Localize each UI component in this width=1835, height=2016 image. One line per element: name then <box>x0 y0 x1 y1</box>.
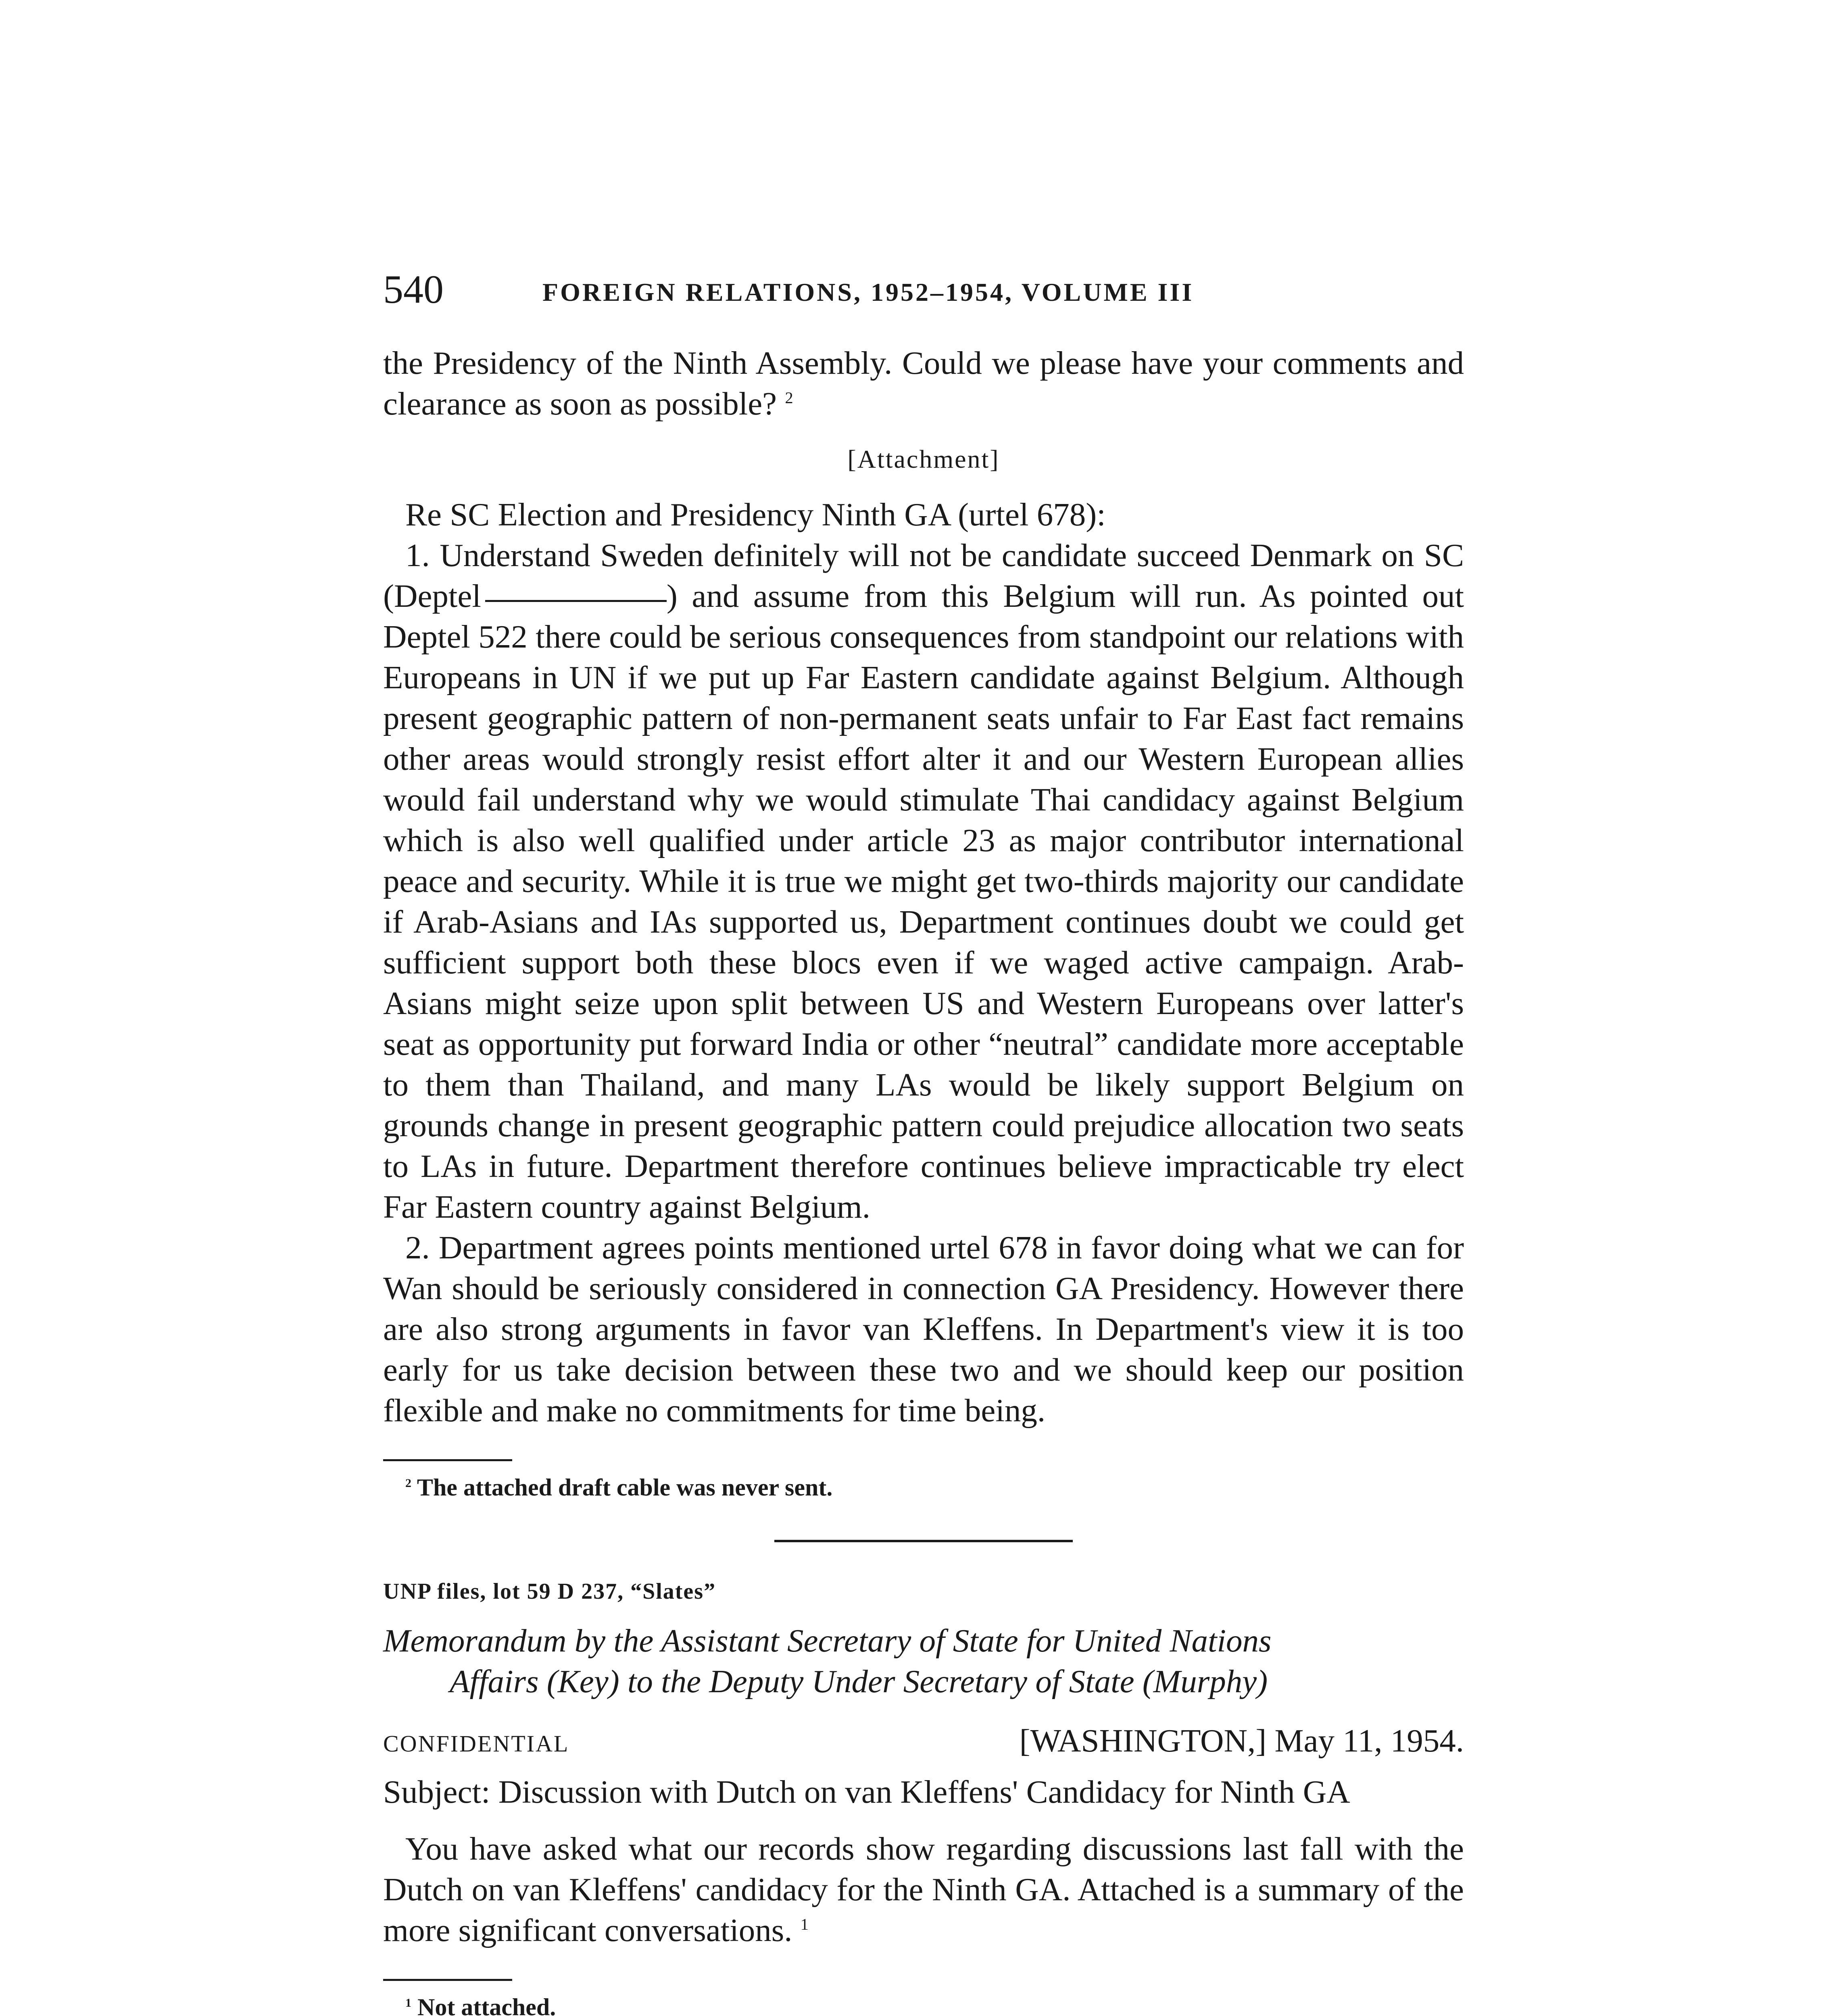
page-number: 540 <box>383 267 444 312</box>
footnote-ref-2: 2 <box>785 389 793 407</box>
footnote-1 <box>383 1991 1464 2016</box>
dateline: [WASHINGTON,] May 11, 1954. <box>1019 1722 1464 1759</box>
memo-body-text: You have asked what our records show regarding discussions last fall with the Dutch on van Kleffens' candidacy for the Ninth GA. Attached is a summary of the more significant conversations. <box>383 1831 1464 1948</box>
footnote-rule-2 <box>383 1979 512 1981</box>
memo-title-line-1: Memorandum by the Assistant Secretary of State for United Nations <box>383 1622 1272 1659</box>
footnote-2-marker: 2 <box>405 1477 411 1490</box>
document-separator <box>774 1540 1073 1542</box>
cover-note-text: the Presidency of the Ninth Assembly. Could we please have your comments and clearance as soon as possible? <box>383 345 1464 422</box>
page-header <box>383 266 1464 314</box>
page-body <box>383 343 1464 2016</box>
running-head: FOREIGN RELATIONS, 1952–1954, VOLUME III <box>542 278 1194 306</box>
footnote-1-marker: 1 <box>405 1996 411 2010</box>
footnote-1-text: Not attached. <box>417 1994 556 2016</box>
source-citation: UNP files, lot 59 D 237, “Slates” <box>383 1579 716 1604</box>
paragraph-1-rest: ) and assume from this Belgium will run. As pointed out Deptel 522 there could be serious consequences from standpoint our relations with Europeans in UN if we put up Far Eastern candidate against Belgium. Although present geographic pattern of non-permanent seats unfair to Far East fact remains other areas would strongly resist effort alter it and our Western European allies would fail understand why we would stimulate Thai candidacy against Belgium which is also well qualified under article 23 as major contributor international peace and security. While it is true we might get two-thirds majority our candidate if Arab-Asians and IAs supported us, Department continues doubt we could get sufficient support both these blocs even if we waged active campaign. Arab-Asians might seize upon split between US and Western Europeans over latter's seat as opportunity put forward India or other “neutral” candidate more acceptable to them than Thailand, and many LAs would be likely support Belgium on grounds change in present geographic pattern could prejudice allocation two seats to LAs in future. Department therefore continues believe impracticable try elect Far Eastern country against Belgium. <box>383 578 1464 1225</box>
attachment-paragraph-2: 2. Department agrees points mentioned urtel 678 in favor doing what we can for Wan should be seriously considered in connection GA Presidency. However there are also strong arguments in favor van Kleffens. In Department's view it is too early for us take decision between these two and we should keep our position flexible and make no commitments for time being. <box>383 1229 1464 1429</box>
attachment-label: [Attachment] <box>847 445 1000 473</box>
classification-label: CONFIDENTIAL <box>383 1731 569 1757</box>
memo-subject: Subject: Discussion with Dutch on van Kleffens' Candidacy for Ninth GA <box>383 1774 1350 1810</box>
attachment-re-line: Re SC Election and Presidency Ninth GA (urtel 678): <box>405 496 1106 533</box>
memo-title-line-2: Affairs (Key) to the Deputy Under Secretary of State (Murphy) <box>450 1663 1268 1699</box>
deptel-blank-line <box>485 600 667 602</box>
footnote-2-text: The attached draft cable was never sent. <box>417 1474 833 1501</box>
paragraph-1-start: 1. Understand Sweden definitely will not be candidate succeed Denmark on SC (Deptel <box>383 537 1464 614</box>
footnote-2 <box>383 1471 1464 1504</box>
memo-body <box>383 1829 1464 1951</box>
memo-meta <box>383 1722 1464 1760</box>
cover-note-paragraph <box>383 343 1464 424</box>
footnote-rule <box>383 1459 512 1461</box>
attachment-paragraph-1 <box>383 535 1464 1227</box>
footnote-ref-1: 1 <box>800 1915 809 1933</box>
